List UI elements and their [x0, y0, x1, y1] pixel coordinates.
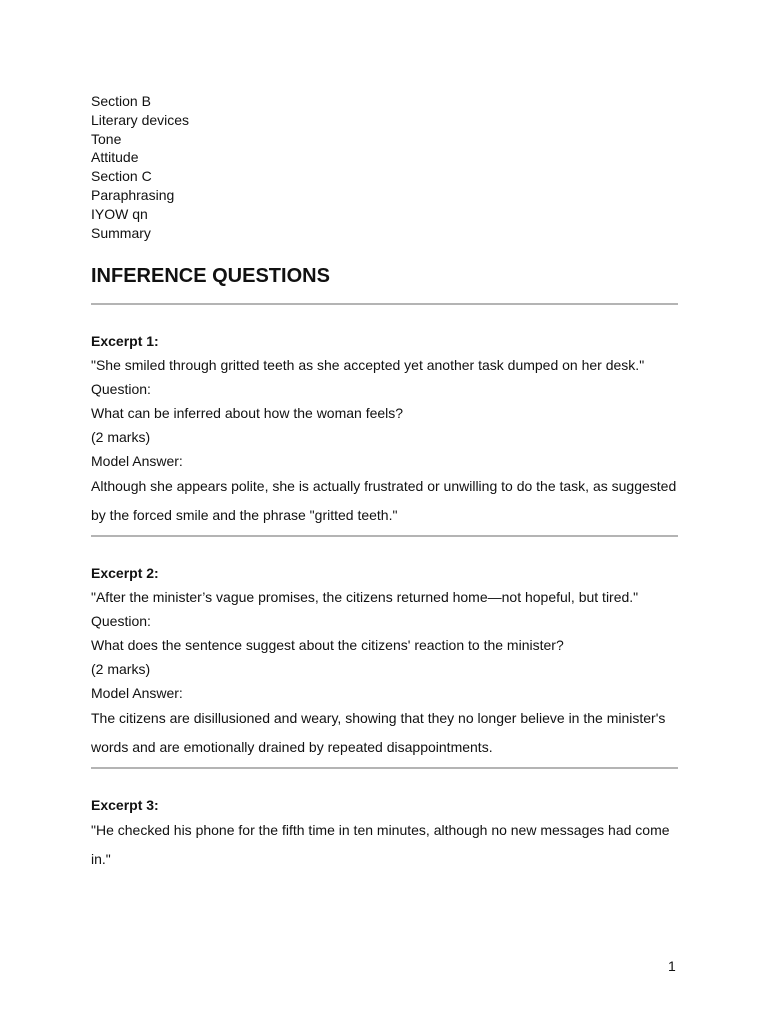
excerpt-2: [91, 564, 678, 761]
toc-item-iyow-qn: IYOW qn: [91, 205, 148, 222]
answer-label: Model Answer:: [91, 685, 183, 702]
toc-list: [91, 92, 678, 242]
excerpt-title: Excerpt 1:: [91, 333, 159, 350]
question-text: What can be inferred about how the woman feels?: [91, 405, 404, 422]
excerpt-quote: "She smiled through gritted teeth as she accepted yet another task dumped on her desk.": [91, 357, 645, 374]
excerpt-1: [91, 332, 678, 529]
toc-item-tone: Tone: [91, 130, 122, 147]
answer-text: The citizens are disillusioned and weary, showing that they no longer believe in the minister's words and are emotionally drained by repeated disappointments.: [91, 710, 666, 755]
question-text: What does the sentence suggest about the citizens' reaction to the minister?: [91, 637, 564, 654]
heading-divider: [91, 303, 678, 305]
excerpt-quote: "He checked his phone for the fifth time in ten minutes, although no new messages had come in.": [91, 822, 670, 867]
excerpt-3: [91, 796, 678, 873]
excerpt-divider: [91, 767, 678, 769]
page-heading: INFERENCE QUESTIONS: [91, 265, 330, 288]
toc-item-literary-devices: Literary devices: [91, 111, 190, 128]
question-label: Question:: [91, 381, 151, 398]
excerpt-quote: "After the minister’s vague promises, the citizens returned home—not hopeful, but tired.": [91, 589, 639, 606]
toc-item-section-b: Section B: [91, 93, 151, 109]
answer-label: Model Answer:: [91, 453, 183, 470]
answer-text: Although she appears polite, she is actually frustrated or unwilling to do the task, as suggested by the forced smile and the phrase "gritted teeth.": [91, 478, 677, 523]
excerpt-title: Excerpt 2:: [91, 565, 159, 582]
question-label: Question:: [91, 613, 151, 630]
toc-item-paraphrasing: Paraphrasing: [91, 186, 175, 203]
excerpt-divider: [91, 535, 678, 537]
page-number: 1: [668, 958, 676, 974]
document-page: [91, 92, 678, 873]
marks-text: (2 marks): [91, 429, 151, 446]
marks-text: (2 marks): [91, 661, 151, 678]
toc-item-attitude: Attitude: [91, 149, 139, 166]
excerpt-title: Excerpt 3:: [91, 797, 159, 814]
toc-item-summary: Summary: [91, 224, 151, 241]
toc-item-section-c: Section C: [91, 168, 152, 185]
